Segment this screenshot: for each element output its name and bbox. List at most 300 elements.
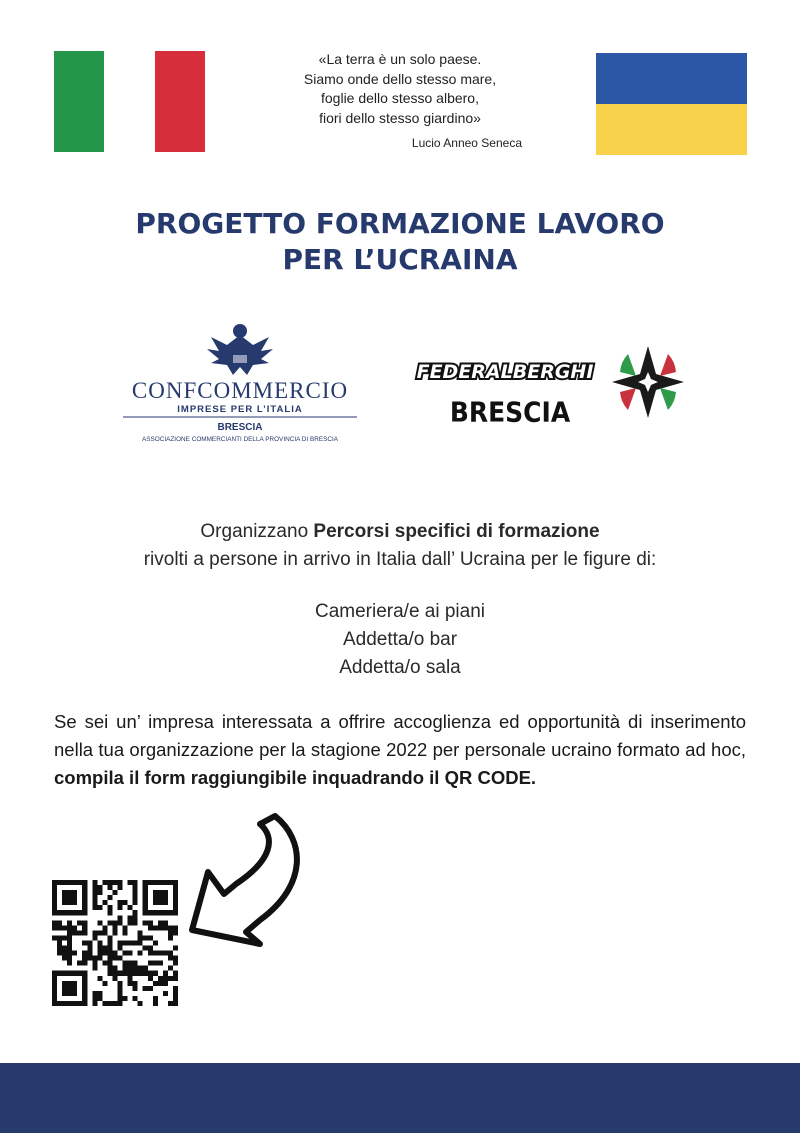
call-to-action-paragraph [54,708,746,792]
qr-module [67,986,72,991]
qr-module [92,885,97,890]
qr-module [173,956,178,961]
qr-module [128,920,133,925]
qr-module [57,880,62,885]
qr-module [87,940,92,945]
qr-module [158,981,163,986]
qr-module [138,971,143,976]
qr-module [82,991,87,996]
qr-module [153,1001,158,1006]
qr-module [158,880,163,885]
qr-module [102,930,107,935]
qr-module [67,981,72,986]
qr-module [67,935,72,940]
qr-module [133,961,138,966]
qr-module [97,956,102,961]
qr-module [158,951,163,956]
qr-module [123,940,128,945]
qr-module [153,925,158,930]
qr-module [143,885,148,890]
qr-module [153,895,158,900]
qr-module [128,905,133,910]
qr-module [62,910,67,915]
qr-module [118,900,123,905]
footer-bar [0,1063,800,1133]
qr-module [67,956,72,961]
qr-module [67,991,72,996]
qr-module [97,996,102,1001]
qr-module [153,951,158,956]
qr-module [107,910,112,915]
qr-module [107,905,112,910]
qr-module [107,880,112,885]
qr-module [148,951,153,956]
confcommercio-logo [115,315,365,450]
title-line-1: PROGETTO FORMAZIONE LAVORO [135,207,665,240]
qr-module [158,890,163,895]
qr-module [77,971,82,976]
qr-module [52,890,57,895]
qr-module [92,991,97,996]
qr-module [62,880,67,885]
qr-module [82,940,87,945]
qr-module [112,976,117,981]
qr-module [118,991,123,996]
qr-module [62,951,67,956]
qr-module [97,991,102,996]
qr-module [118,971,123,976]
qr-module [107,946,112,951]
qr-module [82,961,87,966]
qr-module [143,986,148,991]
qr-module [67,930,72,935]
qr-module [62,890,67,895]
qr-module [133,900,138,905]
qr-module [158,925,163,930]
qr-module [57,940,62,945]
qr-module [52,895,57,900]
qr-module [62,971,67,976]
qr-module [82,986,87,991]
qr-module [173,976,178,981]
qr-module [82,930,87,935]
qr-module [138,1001,143,1006]
role-item: Addetta/o sala [339,657,461,678]
qr-module [153,880,158,885]
qr-module [158,920,163,925]
qr-module [52,991,57,996]
qr-module [107,966,112,971]
qr-module [133,885,138,890]
qr-module [97,976,102,981]
qr-module [173,986,178,991]
intro-bold: Percorsi specifici di formazione [313,521,600,542]
qr-module [163,890,168,895]
qr-module [112,956,117,961]
qr-module [52,900,57,905]
qr-code[interactable] [52,880,178,1006]
qr-module [57,935,62,940]
qr-module [138,951,143,956]
qr-module [107,920,112,925]
title-line-2: PER L’UCRAINA [282,243,518,276]
qr-module [133,920,138,925]
role-item: Cameriera/e ai piani [314,601,486,622]
qr-module [173,880,178,885]
italy-green-band [54,51,104,152]
qr-module [92,930,97,935]
compass-star-icon [612,346,684,418]
qr-module [107,885,112,890]
qr-module [112,920,117,925]
confcommercio-city: BRESCIA [217,422,263,433]
quote-author: Lucio Anneo Seneca [411,136,522,150]
qr-module [143,920,148,925]
qr-module [102,880,107,885]
qr-module [118,996,123,1001]
qr-module [67,951,72,956]
qr-module [57,971,62,976]
qr-module [143,895,148,900]
qr-module [168,956,173,961]
qr-module [163,991,168,996]
qr-module [133,915,138,920]
qr-module [168,930,173,935]
qr-module [168,951,173,956]
qr-module [112,925,117,930]
qr-module [82,1001,87,1006]
qr-module [62,946,67,951]
qr-module [82,880,87,885]
qr-module [87,951,92,956]
qr-module [52,880,57,885]
qr-module [143,880,148,885]
qr-module [72,986,77,991]
qr-module [128,961,133,966]
qr-module [128,951,133,956]
qr-module [82,951,87,956]
qr-module [153,981,158,986]
qr-module [153,890,158,895]
qr-module [153,940,158,945]
qr-module [148,976,153,981]
qr-module [82,976,87,981]
qr-module [82,925,87,930]
qr-module [52,885,57,890]
qr-module [138,940,143,945]
qr-module [128,880,133,885]
qr-module [107,895,112,900]
qr-module [118,885,123,890]
qr-module [158,900,163,905]
seneca-quote [250,50,550,154]
qr-module [128,981,133,986]
qr-module [82,920,87,925]
qr-module [57,946,62,951]
qr-module [102,961,107,966]
qr-module [138,966,143,971]
qr-module [148,935,153,940]
quote-line: «La terra è un solo paese. [318,51,482,67]
qr-module [173,991,178,996]
paragraph-bold: compila il form raggiungibile inquadrando il QR CODE. [54,767,537,788]
qr-module [148,880,153,885]
qr-module [62,991,67,996]
qr-module [107,956,112,961]
qr-module [123,966,128,971]
qr-module [52,976,57,981]
qr-module [102,1001,107,1006]
qr-module [87,956,92,961]
quote-line: fiori dello stesso giardino» [319,109,481,126]
qr-module [97,905,102,910]
qr-module [138,935,143,940]
qr-module [118,880,123,885]
qr-module [163,910,168,915]
qr-module [72,880,77,885]
qr-module [118,905,123,910]
qr-module [92,880,97,885]
qr-module [107,951,112,956]
quote-line: Siamo onde dello stesso mare, [303,70,497,87]
qr-module [57,1001,62,1006]
qr-module [158,910,163,915]
qr-module [67,895,72,900]
qr-module [173,910,178,915]
confcommercio-tagline: IMPRESE PER L’ITALIA [177,404,303,415]
qr-module [173,890,178,895]
italian-flag [54,51,205,152]
qr-module [72,900,77,905]
qr-module [123,900,128,905]
federalberghi-name: FEDERALBERGHI [416,361,594,383]
qr-module [118,956,123,961]
qr-module [57,910,62,915]
qr-module [72,951,77,956]
qr-module [143,890,148,895]
ukrainian-flag [596,53,747,155]
qr-module [82,981,87,986]
qr-module [163,951,168,956]
quote-line: foglie dello stesso albero, [321,90,479,106]
qr-module [67,940,72,945]
page-title [0,206,800,278]
qr-module [82,885,87,890]
confcommercio-name: CONFCOMMERCIO [131,378,349,403]
qr-module [163,925,168,930]
qr-module [112,966,117,971]
qr-module [168,976,173,981]
qr-module [128,966,133,971]
qr-module [92,890,97,895]
qr-module [143,910,148,915]
qr-module [173,996,178,1001]
qr-module [72,930,77,935]
qr-module [77,961,82,966]
italy-white-band [104,51,154,152]
qr-module [153,971,158,976]
qr-module [128,940,133,945]
qr-module [168,966,173,971]
qr-module [168,925,173,930]
paragraph-text: Se sei un’ impresa interessata a offrire accoglienza ed opportunità di inserimento nella tua organizzazione per la stagione 2022 per personale ucraino formato ad hoc, [54,711,746,760]
qr-module [72,925,77,930]
role-item: Addetta/o bar [342,629,458,650]
qr-module [148,920,153,925]
qr-module [128,976,133,981]
qr-module [168,1001,173,1006]
qr-module [92,996,97,1001]
qr-module [62,981,67,986]
qr-module [118,986,123,991]
qr-module [67,971,72,976]
qr-module [92,1001,97,1006]
qr-module [97,940,102,945]
qr-module [153,996,158,1001]
qr-module [118,915,123,920]
qr-module [82,905,87,910]
qr-module [67,920,72,925]
qr-module [123,951,128,956]
intro-line-1 [0,518,800,546]
qr-module [173,946,178,951]
qr-module [163,976,168,981]
qr-module [148,925,153,930]
qr-module [67,890,72,895]
qr-module [118,1001,123,1006]
qr-module [143,971,148,976]
qr-module [97,890,102,895]
qr-module [173,925,178,930]
qr-module [148,910,153,915]
qr-module [118,981,123,986]
qr-module [62,925,67,930]
qr-module [102,951,107,956]
qr-module [52,981,57,986]
qr-module [87,946,92,951]
qr-module [92,966,97,971]
qr-module [168,910,173,915]
qr-module [102,946,107,951]
qr-module [52,905,57,910]
qr-module [62,935,67,940]
qr-module [173,885,178,890]
qr-module [52,986,57,991]
qr-module [72,991,77,996]
qr-module [67,900,72,905]
qr-module [173,1001,178,1006]
qr-module [107,971,112,976]
qr-module [163,880,168,885]
qr-module [82,910,87,915]
qr-module [67,880,72,885]
confcommercio-association: ASSOCIAZIONE COMMERCIANTI DELLA PROVINCIA DI BRESCIA [141,436,339,443]
qr-module [52,925,57,930]
qr-module [133,880,138,885]
qr-module [62,956,67,961]
qr-module [92,935,97,940]
curved-arrow-icon [180,810,330,960]
qr-module [67,1001,72,1006]
intro-text [0,518,800,574]
qr-module [82,890,87,895]
italy-red-band [155,51,205,152]
qr-module [62,900,67,905]
qr-module [153,900,158,905]
qr-module [163,971,168,976]
qr-module [148,971,153,976]
qr-module [158,895,163,900]
qr-module [107,961,112,966]
qr-module [133,940,138,945]
intro-prefix: Organizzano [200,521,314,542]
qr-module [72,895,77,900]
qr-module [163,920,168,925]
qr-module [153,910,158,915]
federalberghi-logo [405,340,695,435]
qr-module [97,930,102,935]
qr-module [82,956,87,961]
qr-module [168,880,173,885]
qr-module [153,961,158,966]
qr-module [82,895,87,900]
qr-module [52,910,57,915]
qr-module [107,1001,112,1006]
qr-module [112,971,117,976]
qr-module [112,880,117,885]
qr-module [148,961,153,966]
qr-module [163,895,168,900]
qr-module [158,961,163,966]
ukraine-blue-band [596,53,747,104]
qr-module [128,915,133,920]
qr-module [143,966,148,971]
qr-module [123,996,128,1001]
qr-module [52,935,57,940]
qr-module [112,890,117,895]
qr-module [168,935,173,940]
qr-module [77,880,82,885]
qr-module [173,895,178,900]
qr-module [123,961,128,966]
qr-module [102,925,107,930]
qr-module [173,971,178,976]
qr-module [67,946,72,951]
qr-module [133,981,138,986]
qr-module [133,996,138,1001]
qr-module [163,981,168,986]
qr-module [107,935,112,940]
qr-module [82,971,87,976]
qr-module [67,925,72,930]
qr-module [173,905,178,910]
qr-module [97,946,102,951]
qr-module [77,930,82,935]
qr-module [148,986,153,991]
qr-module [72,890,77,895]
qr-module [62,1001,67,1006]
qr-module [102,900,107,905]
qr-module [97,885,102,890]
qr-module [133,971,138,976]
qr-module [82,900,87,905]
qr-module [77,1001,82,1006]
qr-module [118,920,123,925]
qr-module [57,951,62,956]
qr-module [72,1001,77,1006]
qr-module [138,930,143,935]
qr-module [77,920,82,925]
